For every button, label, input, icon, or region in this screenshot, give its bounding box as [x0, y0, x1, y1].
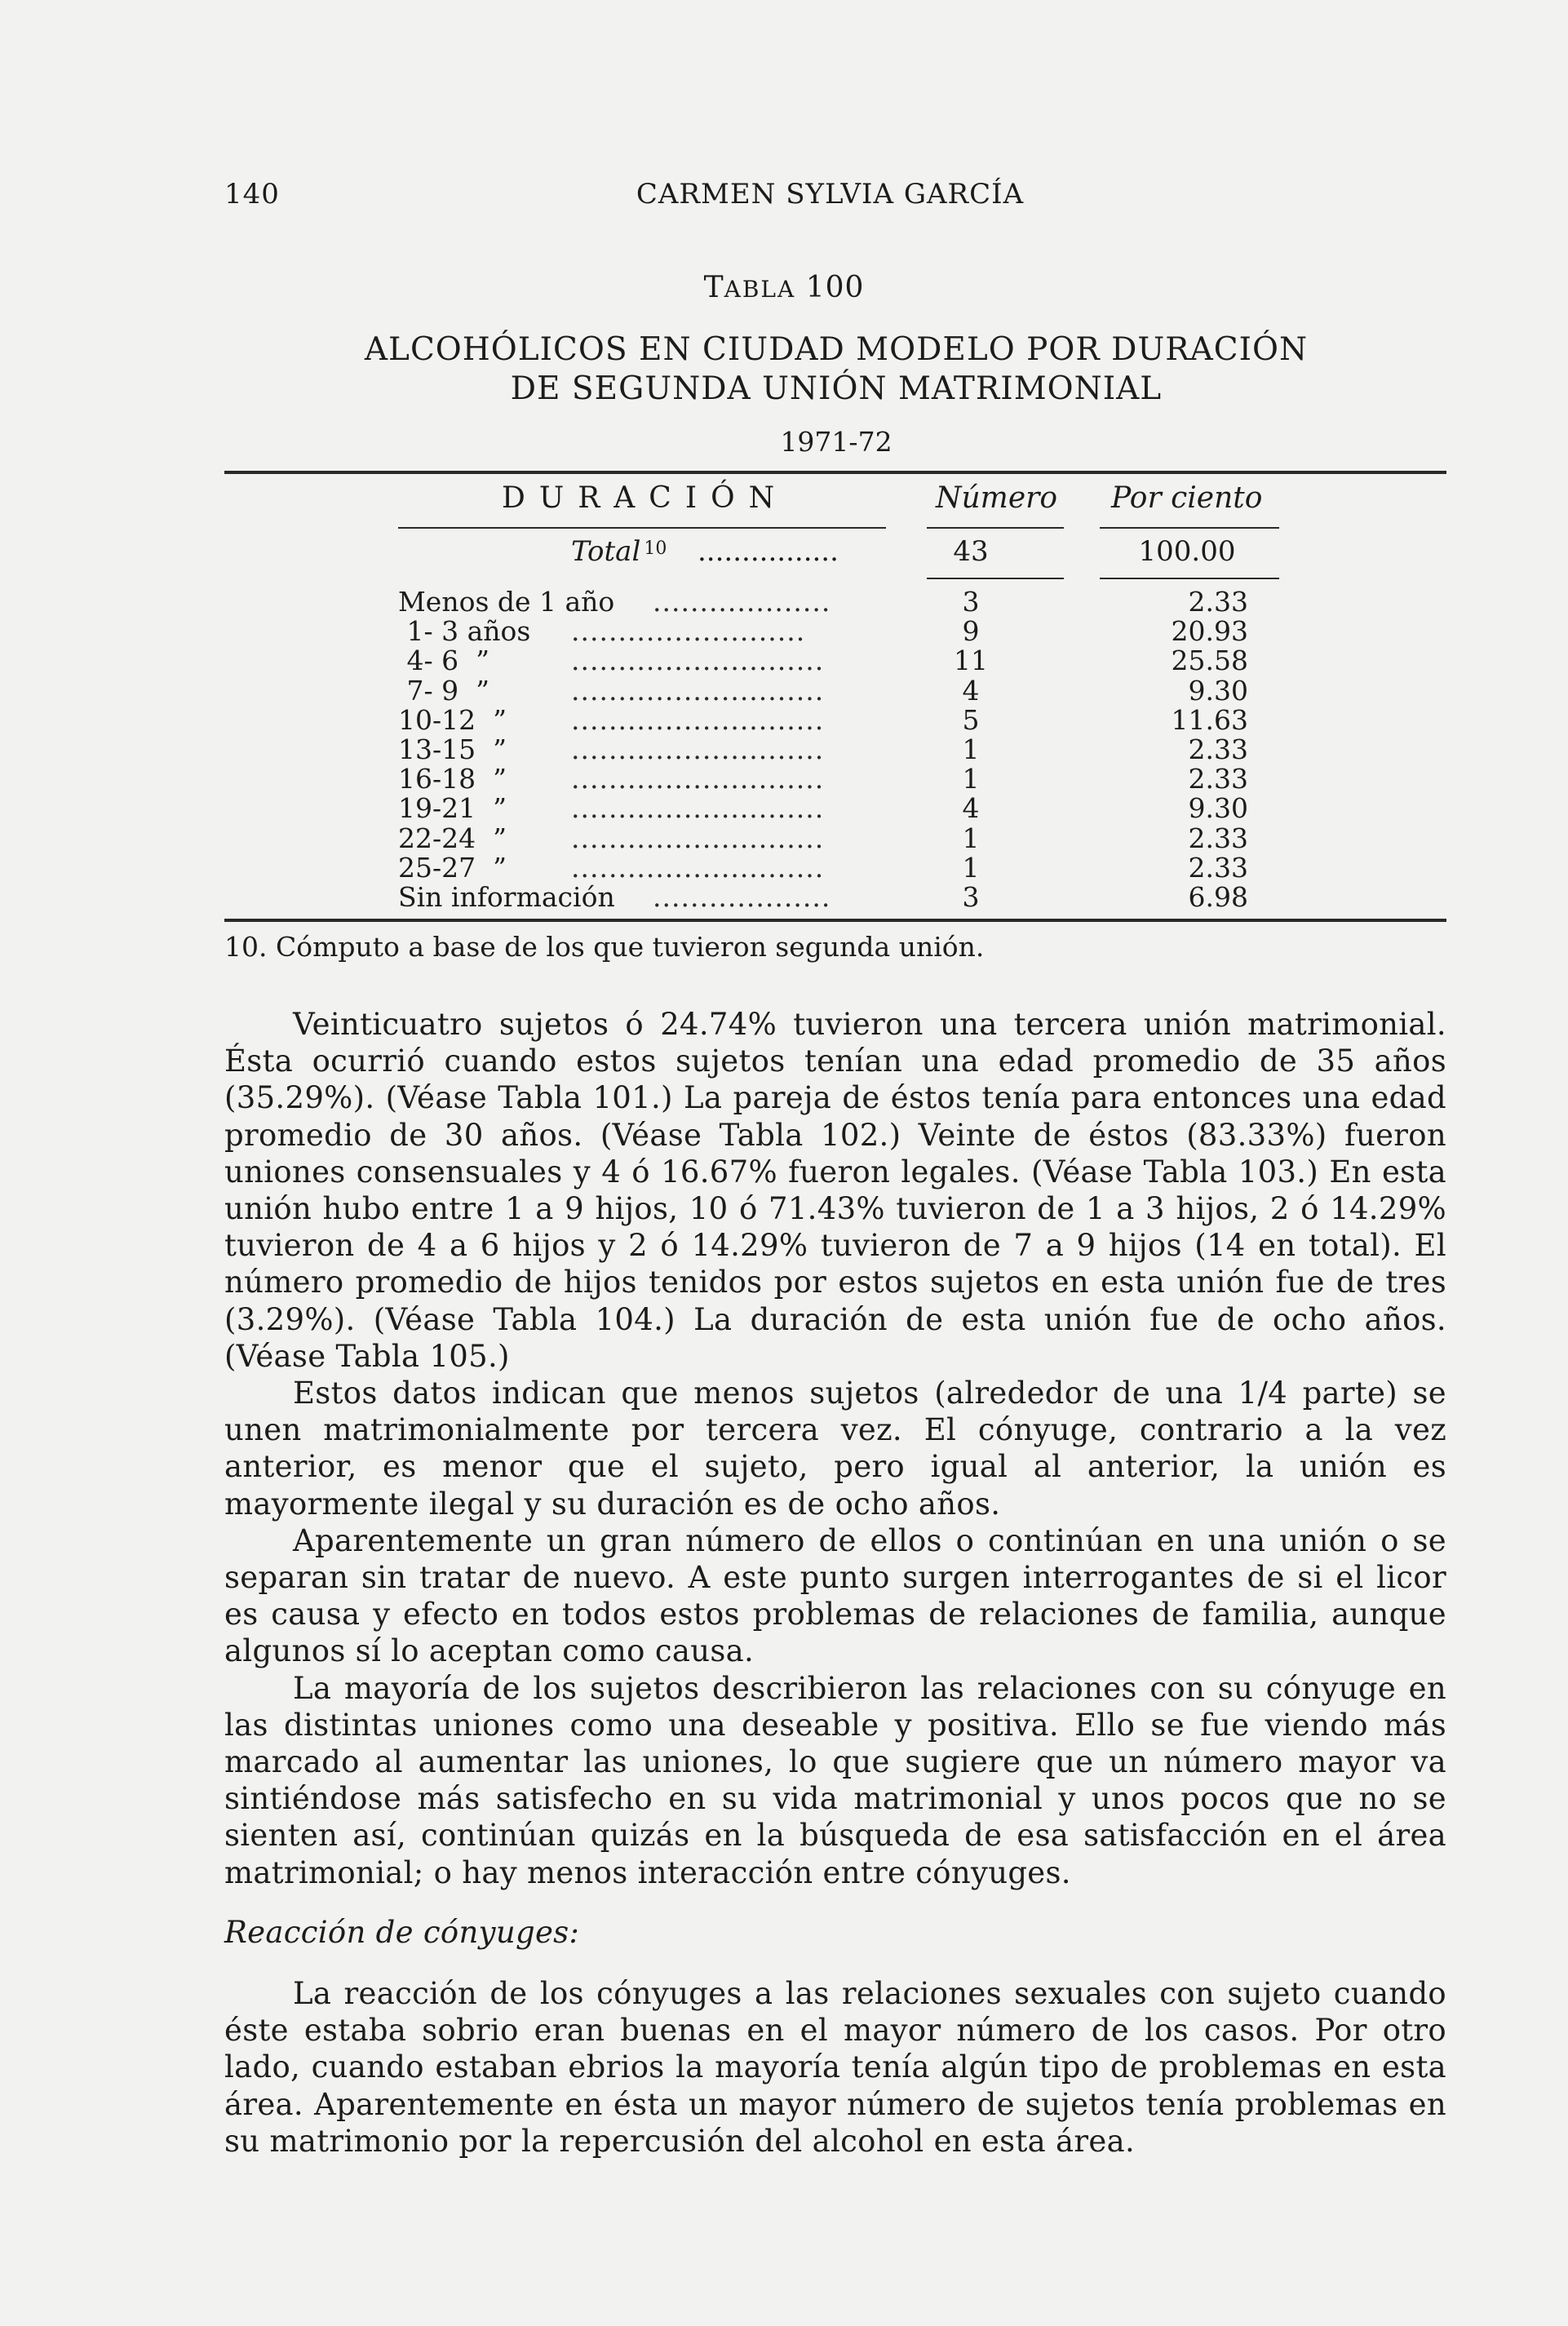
row-numero: 1: [962, 851, 980, 884]
total-label-text: Total: [571, 535, 641, 568]
table-row: [0, 824, 1568, 853]
paragraph: Aparentemente un gran número de ellos o continúan en una unión o se separan sin tratar de nuevo. A este punto surgen interrogantes de si el licor es causa y efecto en todos estos problemas de relaciones de familia, aunque algunos sí lo aceptan como causa.: [224, 1522, 1446, 1669]
row-dot-leader: ...........................: [571, 822, 825, 854]
row-porciento: 25.58: [1171, 645, 1248, 677]
table-row: [0, 764, 1568, 794]
table-row: [0, 587, 1568, 617]
total-label: [571, 535, 667, 568]
row-numero: 1: [962, 763, 980, 795]
body-text: [224, 1006, 1446, 2160]
section-heading: Reacción de cónyuges:: [224, 1914, 580, 1950]
table-bottom-rule: [224, 919, 1446, 922]
porciento-header-rule: [1100, 527, 1279, 529]
total-porciento-rule: [1100, 578, 1279, 579]
row-numero: 1: [962, 822, 980, 854]
row-porciento: 6.98: [1188, 880, 1248, 913]
row-porciento: 9.30: [1188, 792, 1248, 825]
column-header-duracion: DURACIÓN: [502, 481, 789, 515]
page-number: 140: [224, 178, 280, 210]
row-dot-leader: ...................: [653, 880, 831, 913]
row-numero: 4: [962, 792, 980, 825]
paragraph: Veinticuatro sujetos ó 24.74% tuvieron una tercera unión matrimonial. Ésta ocurrió cuando estos sujetos tenían una edad promedio de 35 años (35.29%). (Véase Tabla 101.) La pareja de éstos tenía para entonces una edad promedio de 30 años. (Véase Tabla 102.) Veinte de éstos (83.33%) fueron uniones consensuales y 4 ó 16.67% fueron legales. (Véase Tabla 103.) En esta unión hubo entre 1 a 9 hijos, 10 ó 71.43% tuvieron de 1 a 3 hijos, 2 ó 14.29% tuvieron de 4 a 6 hijos y 2 ó 14.29% tuvieron de 7 a 9 hijos (14 en total). El número promedio de hijos tenidos por estos sujetos en esta unión fue de tres (3.29%). (Véase Tabla 104.) La duración de esta unión fue de ocho años. (Véase Tabla 105.): [224, 1007, 1446, 1374]
row-dot-leader: ...........................: [571, 792, 825, 825]
table-row: [0, 646, 1568, 676]
total-porciento: 100.00: [1138, 535, 1236, 568]
total-numero-rule: [927, 578, 1064, 579]
total-dot-leader: ................: [698, 535, 839, 568]
table-label: [0, 271, 1568, 304]
row-porciento: 11.63: [1171, 703, 1248, 736]
paragraph: La reacción de los cónyuges a las relaciones sexuales con sujeto cuando éste estaba sobrio eran buenas en el mayor número de los casos. Por otro lado, cuando estaban ebrios la mayoría tenía algún tipo de problemas en esta área. Aparentemente en ésta un mayor número de sujetos tenía problemas en su matrimonio por la repercusión del alcohol en esta área.: [224, 1976, 1446, 2159]
column-header-numero: Número: [936, 481, 1058, 515]
table-top-rule: [224, 471, 1446, 474]
row-duration: 19-21 ”: [398, 792, 507, 825]
duracion-header-rule: [398, 527, 886, 529]
row-numero: 9: [962, 615, 980, 648]
table-footnote: 10. Cómputo a base de los que tuvieron segunda unión.: [224, 931, 985, 963]
table-year: 1971-72: [780, 426, 893, 458]
row-dot-leader: .........................: [571, 615, 806, 648]
row-dot-leader: ...........................: [571, 645, 825, 677]
row-porciento: 2.33: [1188, 733, 1248, 765]
row-numero: 4: [962, 674, 980, 707]
table-row: [0, 735, 1568, 764]
total-footnote-marker: 10: [644, 538, 667, 559]
row-duration: Menos de 1 año: [398, 586, 615, 618]
row-duration: 13-15 ”: [398, 733, 507, 765]
paragraph: Estos datos indican que menos sujetos (alrededor de una 1/4 parte) se unen matrimonialmente por tercera vez. El cónyuge, contrario a la vez anterior, es menor que el sujeto, pero igual al anterior, la unión es mayormente ilegal y su duración es de ocho años.: [224, 1376, 1446, 1522]
row-dot-leader: ...................: [653, 586, 831, 618]
row-porciento: 9.30: [1188, 674, 1248, 707]
row-duration: Sin información: [398, 880, 615, 913]
row-numero: 5: [962, 703, 980, 736]
table-title-line-1: ALCOHÓLICOS EN CIUDAD MODELO POR DURACIÓN: [364, 331, 1309, 368]
table-row: [0, 676, 1568, 706]
row-porciento: 2.33: [1188, 763, 1248, 795]
row-dot-leader: ...........................: [571, 733, 825, 765]
table-label-word: ABLA: [724, 276, 796, 303]
row-duration: 1- 3 años: [398, 615, 531, 648]
row-duration: 10-12 ”: [398, 703, 507, 736]
numero-header-rule: [927, 527, 1064, 529]
column-header-porciento: Por ciento: [1111, 481, 1263, 515]
row-duration: 25-27 ”: [398, 851, 507, 884]
row-duration: 4- 6 ”: [398, 645, 489, 677]
row-numero: 3: [962, 586, 980, 618]
row-numero: 11: [954, 645, 988, 677]
table-title-line-2: DE SEGUNDA UNIÓN MATRIMONIAL: [510, 370, 1163, 407]
table-body: [0, 587, 1568, 912]
row-dot-leader: ...........................: [571, 763, 825, 795]
row-numero: 3: [962, 880, 980, 913]
paragraph: La mayoría de los sujetos describieron las relaciones con su cónyuge en las distintas uniones como una deseable y positiva. Ello se fue viendo más marcado al aumentar las uniones, lo que sugiere que un número mayor va sintiéndose más satisfecho en su vida matrimonial y unos pocos que no se sienten así, continúan quizás en la búsqueda de esa satisfacción en el área matrimonial; o hay menos interacción entre cónyuges.: [224, 1670, 1446, 1890]
row-duration: 22-24 ”: [398, 822, 507, 854]
table-row: [0, 703, 1568, 736]
row-dot-leader: ...........................: [571, 851, 825, 884]
row-porciento: 2.33: [1188, 851, 1248, 884]
row-dot-leader: ...........................: [571, 703, 825, 736]
table-label-initial: T: [703, 271, 724, 304]
table-row: [0, 617, 1568, 646]
row-duration: 7- 9 ”: [398, 674, 489, 707]
table-row: [0, 880, 1568, 913]
row-porciento: 2.33: [1188, 586, 1248, 618]
table-number: 100: [805, 271, 865, 304]
row-duration: 16-18 ”: [398, 763, 507, 795]
total-numero: 43: [953, 535, 989, 568]
table-row: [0, 853, 1568, 883]
row-porciento: 20.93: [1171, 615, 1248, 648]
row-porciento: 2.33: [1188, 822, 1248, 854]
row-dot-leader: ...........................: [571, 674, 825, 707]
table-row: [0, 794, 1568, 823]
table-title: [224, 330, 1448, 409]
row-numero: 1: [962, 733, 980, 765]
running-title: CARMEN SYLVIA GARCÍA: [636, 178, 1025, 210]
